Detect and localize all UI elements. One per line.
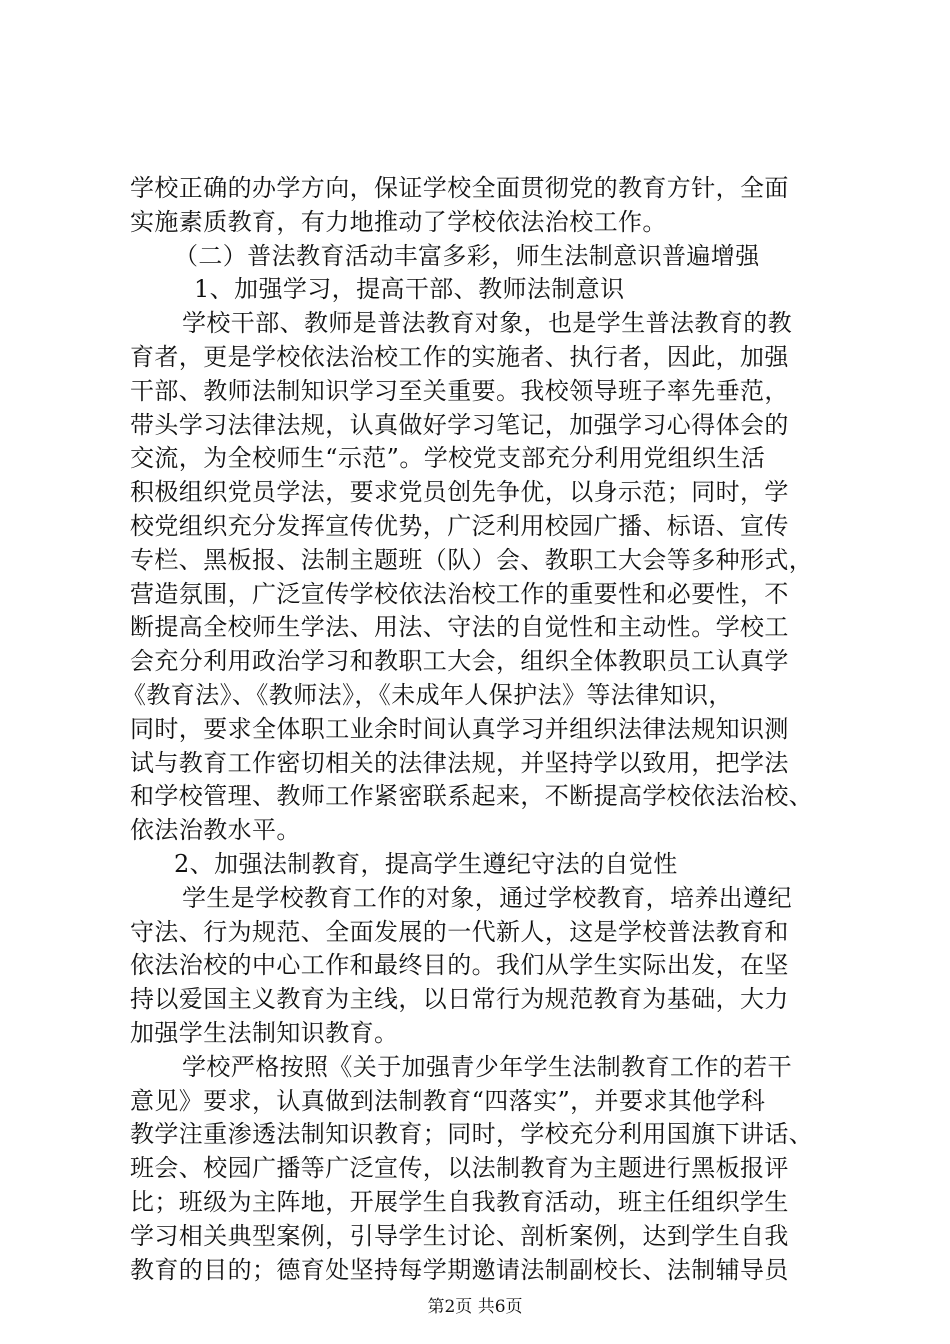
text-line: 班会、校园广播等广泛宣传，以法制教育为主题进行黑板报评 xyxy=(130,1154,789,1183)
text-line: 学校正确的办学方向，保证学校全面贯彻党的教育方针，全面 xyxy=(130,174,789,202)
text-line: 持以爱国主义教育为主线，以日常行为规范教育为基础，大力 xyxy=(130,985,789,1014)
text-line: 依法治教水平。 xyxy=(130,816,301,845)
text-line: 交流，为全校师生“示范”。学校党支部充分利用党组织生活 xyxy=(130,444,766,473)
text-line: 积极组织党员学法，要求党员创先争优，以身示范；同时，学 xyxy=(130,478,789,507)
text-line: 教学注重渗透法制知识教育；同时，学校充分利用国旗下讲话、 xyxy=(130,1120,814,1149)
text-line: 断提高全校师生学法、用法、守法的自觉性和主动性。学校工 xyxy=(130,613,789,642)
text-line: 干部、教师法制知识学习至关重要。我校领导班子率先垂范， xyxy=(130,376,789,405)
text-line: 会充分利用政治学习和教职工大会，组织全体教职员工认真学 xyxy=(130,647,789,676)
text-line: 《教育法》、《教师法》，《未成年人保护法》等法律知识， xyxy=(122,680,733,709)
text-line: 学生是学校教育工作的对象，通过学校教育，培养出遵纪 xyxy=(182,883,792,912)
text-line: 育者，更是学校依法治校工作的实施者、执行者，因此，加强 xyxy=(130,342,789,371)
text-line: 营造氛围，广泛宣传学校依法治校工作的重要性和必要性，不 xyxy=(130,579,789,608)
body-text xyxy=(122,172,830,1287)
subsection-heading: 1、加强学习，提高干部、教师法制意识 xyxy=(194,275,625,304)
text-line: 专栏、黑板报、法制主题班（队）会、教职工大会等多种形式， xyxy=(130,545,814,574)
page-footer xyxy=(0,1296,950,1318)
text-line: 依法治校的中心工作和最终目的。我们从学生实际出发，在坚 xyxy=(130,951,789,980)
text-line: 守法、行为规范、全面发展的一代新人，这是学校普法教育和 xyxy=(130,917,789,946)
text-line: 加强学生法制知识教育。 xyxy=(130,1018,399,1047)
text-line: 学校严格按照《关于加强青少年学生法制教育工作的若干 xyxy=(182,1052,792,1081)
text-line: 实施素质教育，有力地推动了学校依法治校工作。 xyxy=(130,207,667,236)
text-line: 比；班级为主阵地，开展学生自我教育活动，班主任组织学生 xyxy=(130,1187,789,1216)
text-line: 意见》要求，认真做到法制教育“四落实”，并要求其他学科 xyxy=(130,1086,766,1115)
text-line: 带头学习法律法规，认真做好学习笔记，加强学习心得体会的 xyxy=(130,410,789,439)
text-line: 和学校管理、教师工作紧密联系起来，不断提高学校依法治校、 xyxy=(130,782,814,811)
text-line: 同时，要求全体职工业余时间认真学习并组织法律法规知识测 xyxy=(130,714,789,743)
subsection-heading: 2、加强法制教育，提高学生遵纪守法的自觉性 xyxy=(174,849,678,878)
text-line: 教育的目的；德育处坚持每学期邀请法制副校长、法制辅导员 xyxy=(130,1255,789,1284)
page-number-label: 第2页 共6页 xyxy=(427,1297,523,1317)
text-line: 试与教育工作密切相关的法律法规，并坚持学以致用，把学法 xyxy=(130,748,789,777)
section-heading: （二）普法教育活动丰富多彩，师生法制意识普遍增强 xyxy=(174,241,760,270)
text-line: 校党组织充分发挥宣传优势，广泛利用校园广播、标语、宣传 xyxy=(130,511,789,540)
text-line: 学校干部、教师是普法教育对象，也是学生普法教育的教 xyxy=(182,309,792,338)
text-line: 学习相关典型案例，引导学生讨论、剖析案例，达到学生自我 xyxy=(130,1221,789,1250)
